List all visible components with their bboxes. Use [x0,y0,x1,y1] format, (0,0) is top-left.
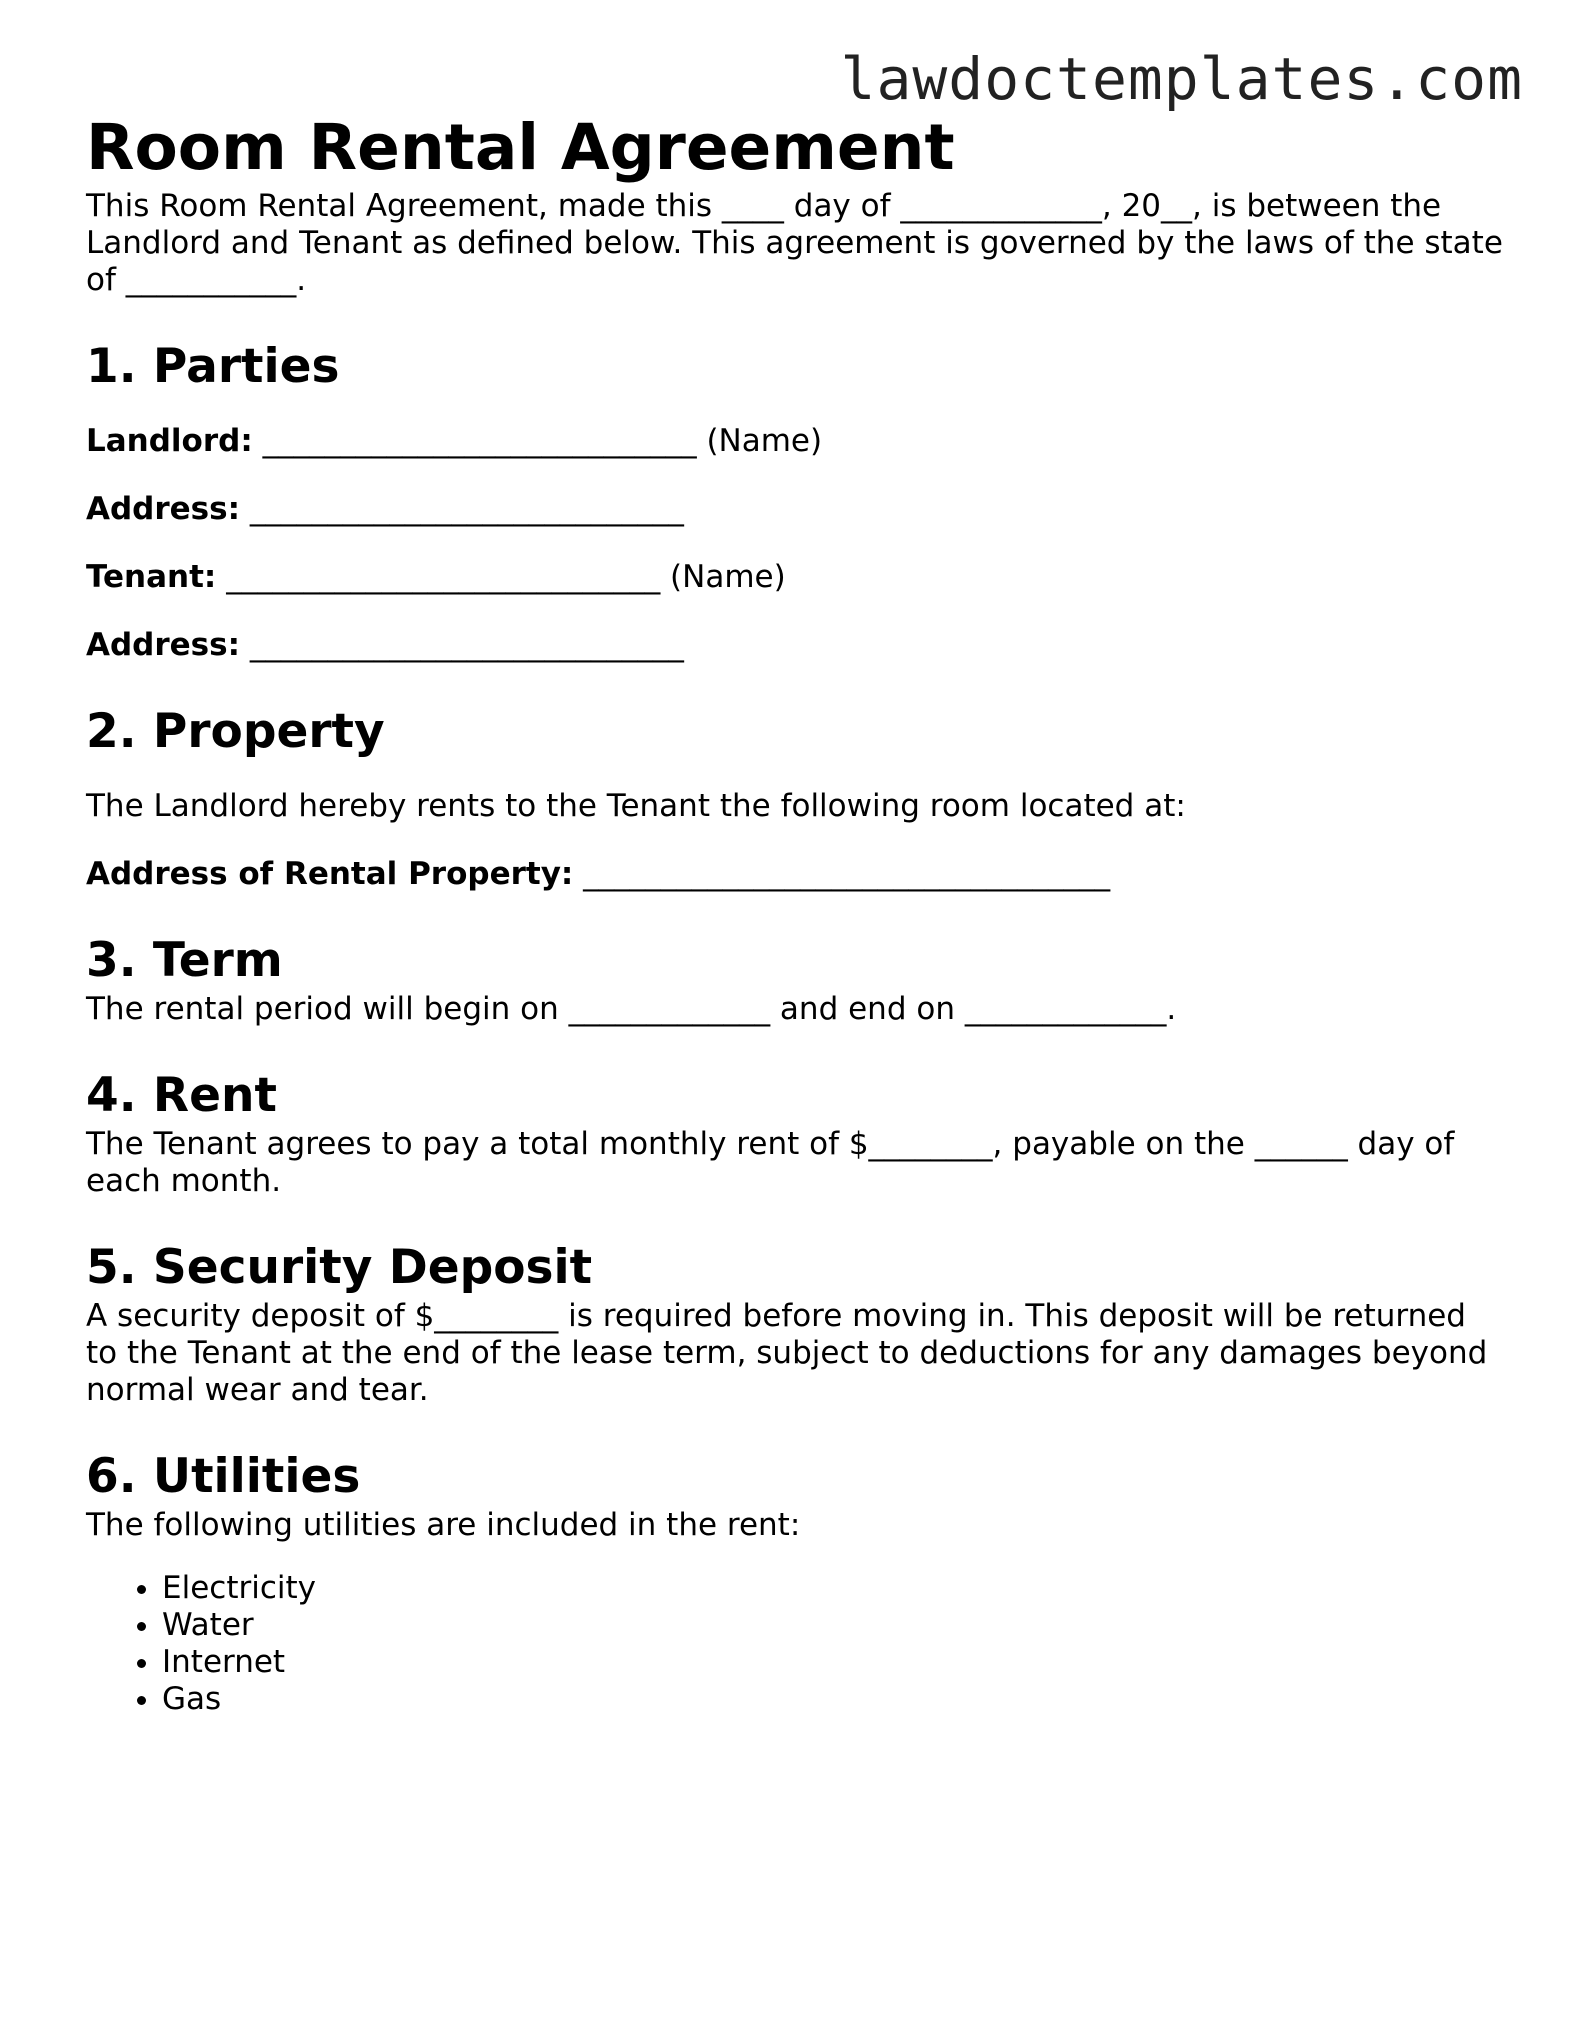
tenant-address-value: ____________________________ [249,627,684,663]
deposit-paragraph: A security deposit of $________ is required before moving in. This deposit will be returned to the Tenant at the end of the lease term, subject to deductions for any damages beyond normal wear and tear. [86,1298,1488,1408]
landlord-address-field [86,491,1506,528]
section-parties-body [86,423,1506,664]
tenant-value: ____________________________ (Name) [226,559,786,595]
document-title: Room Rental Agreement [86,111,955,184]
tenant-field [86,559,1506,596]
section-parties-heading: 1. Parties [86,339,340,394]
utilities-paragraph: The following utilities are included in the rent: [86,1507,801,1543]
list-item: • Electricity [162,1570,1506,1607]
tenant-address-field [86,627,1506,664]
section-property-heading: 2. Property [86,704,385,759]
list-item: • Gas [162,1681,1506,1718]
landlord-value: ____________________________ (Name) [262,423,823,459]
section-rent-heading: 4. Rent [86,1068,277,1123]
list-item: • Internet [162,1644,1506,1681]
section-deposit-heading: 5. Security Deposit [86,1240,593,1295]
intro-paragraph: This Room Rental Agreement, made this ____ day of _____________, 20__, is between the Landlord and Tenant as defined below. This agreement is governed by the laws of the state of ___________. [86,188,1503,298]
section-utilities-heading: 6. Utilities [86,1449,361,1504]
landlord-label: Landlord: [86,423,253,459]
section-term-heading: 3. Term [86,933,283,988]
site-watermark: lawdoctemplates.com [840,45,1523,113]
document-body [86,108,1506,1718]
rental-address-label: Address of Rental Property: [86,856,574,892]
tenant-label: Tenant: [86,559,217,595]
property-paragraph: The Landlord hereby rents to the Tenant the following room located at: [86,788,1186,824]
landlord-address-label: Address: [86,491,240,527]
property-text [86,788,1506,825]
rental-address-value: __________________________________ [583,856,1111,892]
list-item: • Water [162,1607,1506,1644]
term-paragraph: The rental period will begin on _____________ and end on _____________. [86,991,1177,1027]
rental-address-field [86,856,1506,893]
utilities-list [86,1570,1506,1718]
landlord-field [86,423,1506,460]
landlord-address-value: ____________________________ [249,491,684,527]
tenant-address-label: Address: [86,627,240,663]
rent-paragraph: The Tenant agrees to pay a total monthly rent of $________, payable on the ______ day of each month. [86,1126,1455,1199]
section-property-body [86,788,1506,893]
